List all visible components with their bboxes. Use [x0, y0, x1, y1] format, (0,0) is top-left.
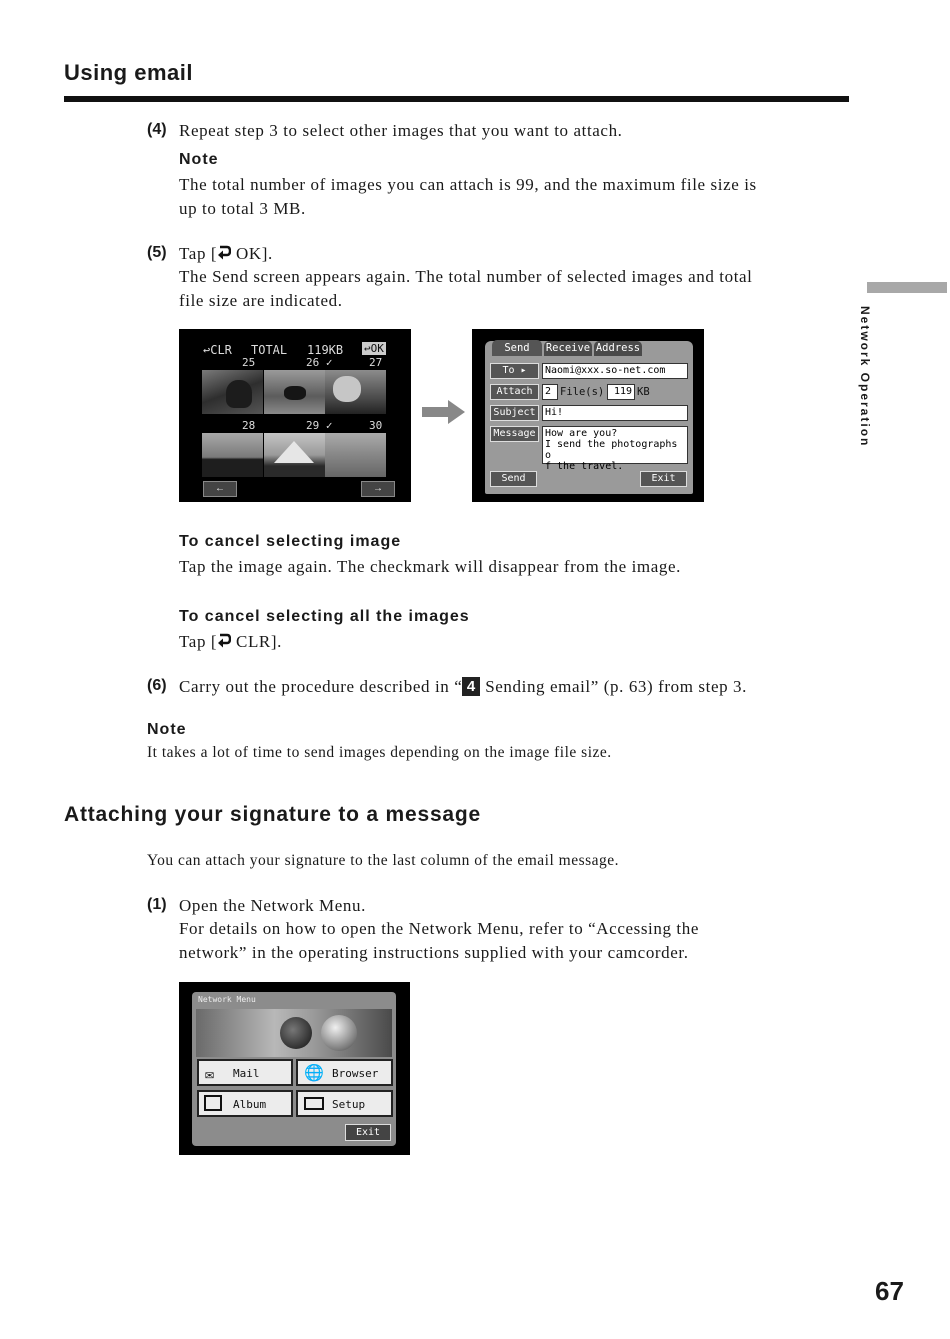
right-arrow-icon[interactable]: →: [361, 481, 395, 497]
thumbnail-trees[interactable]: [202, 433, 263, 477]
return-icon: [217, 245, 231, 261]
page-title: Using email: [64, 60, 193, 85]
send-button[interactable]: Send: [490, 471, 537, 487]
tap-suffix: OK].: [231, 244, 273, 263]
cancel-all-text: [179, 630, 282, 654]
section-intro: You can attach your signature to the last column of the email message.: [147, 852, 620, 869]
step-6-text: [179, 675, 747, 699]
step-5-number: (5): [147, 244, 167, 261]
cancel-all-label: To cancel selecting all the images: [179, 608, 470, 625]
message-line: f the travel.: [545, 461, 624, 472]
return-icon: ↩: [203, 343, 211, 357]
dog-shape: [284, 386, 306, 400]
image-select-screen: [179, 329, 411, 502]
setup-button[interactable]: [296, 1090, 393, 1117]
total-size: 119KB: [307, 343, 344, 357]
left-arrow-icon[interactable]: ←: [203, 481, 237, 497]
side-tab-label: Network Operation: [858, 306, 872, 448]
title-rule: [64, 96, 849, 102]
step-5-line-2: The Send screen appears again. The total number of selected images and total: [179, 267, 753, 286]
thumbnail-cat[interactable]: [325, 370, 386, 414]
to-field[interactable]: Naomi@xxx.so-net.com: [542, 363, 688, 379]
tap-prefix: Tap [: [179, 632, 218, 651]
thumb-number: [306, 356, 333, 369]
mail-button[interactable]: [197, 1059, 293, 1086]
thumb-number: 27: [369, 356, 383, 369]
ok-label: OK: [370, 342, 384, 355]
album-icon: [204, 1095, 222, 1111]
section-number-box: 4: [462, 677, 480, 696]
note-line-1: The total number of images you can attach is 99, and the maximum file size is: [179, 175, 757, 194]
subject-field[interactable]: Hi!: [542, 405, 688, 421]
setup-label: Setup: [332, 1098, 366, 1111]
tap-prefix: Tap [: [179, 244, 218, 263]
thumbnail-field[interactable]: [325, 433, 386, 477]
exit-button[interactable]: Exit: [345, 1124, 391, 1141]
message-field[interactable]: [542, 426, 688, 472]
browser-button[interactable]: [296, 1059, 393, 1086]
browser-label: Browser: [332, 1067, 379, 1080]
globe-icon: [321, 1015, 357, 1051]
size-field: 119: [607, 384, 635, 400]
section-title: Attaching your signature to a message: [64, 803, 482, 826]
tab-receive[interactable]: Receive: [545, 342, 591, 354]
step-1-line-3: network” in the operating instructions supplied with your camcorder.: [179, 943, 689, 962]
album-label: Album: [233, 1098, 267, 1111]
thumbnail-dog[interactable]: [202, 370, 263, 414]
clr-label: CLR: [210, 343, 232, 357]
attach-button[interactable]: Attach: [490, 384, 539, 400]
page-number: 67: [875, 1276, 904, 1306]
subject-button[interactable]: Subject: [490, 405, 539, 421]
step-5-line-3: file size are indicated.: [179, 291, 343, 310]
cat-shape: [333, 376, 361, 402]
step-1-text: Open the Network Menu.: [179, 896, 366, 915]
step-1-number: (1): [147, 896, 167, 913]
thumb-number: 30: [369, 419, 383, 432]
menu-banner: [196, 1009, 392, 1057]
message-button[interactable]: Message: [490, 426, 539, 442]
send-screen: [472, 329, 704, 502]
thumb-number: 25: [242, 356, 256, 369]
thumbnail-mountain[interactable]: [264, 433, 325, 477]
thumb-number-value: 29: [306, 419, 320, 432]
return-icon: [217, 633, 231, 649]
tab-address[interactable]: Address: [595, 342, 641, 354]
step-4-text: Repeat step 3 to select other images that you want to attach.: [179, 121, 623, 140]
thumb-number-value: 26: [306, 356, 320, 369]
files-label: File(s): [560, 386, 605, 398]
planet-icon: [280, 1017, 312, 1049]
thumb-number: 28: [242, 419, 256, 432]
message-line: How are you?: [545, 428, 618, 439]
message-line: I send the photographs o: [545, 439, 678, 461]
to-label: To: [502, 365, 515, 376]
tap-suffix: CLR].: [231, 632, 282, 651]
cancel-one-label: To cancel selecting image: [179, 533, 402, 550]
checkmark-icon: ✓: [325, 419, 333, 432]
to-button[interactable]: [490, 363, 539, 379]
exit-button[interactable]: Exit: [640, 471, 687, 487]
mail-label: Mail: [233, 1067, 260, 1080]
note-label: Note: [147, 721, 187, 738]
checkmark-icon: ✓: [325, 356, 333, 369]
note-text: It takes a lot of time to send images depending on the image file size.: [147, 744, 612, 761]
step-5-tap: [179, 242, 273, 266]
network-menu-screen: [179, 982, 410, 1155]
side-tab-bar: [867, 282, 947, 293]
envelope-icon: ✉: [205, 1065, 215, 1083]
thumbnail-dog-running[interactable]: [264, 370, 325, 414]
attach-count: 2: [542, 384, 558, 400]
caret-right-icon: ▸: [520, 365, 527, 376]
toolbox-icon: [304, 1097, 324, 1110]
step-6-prefix: Carry out the procedure described in “: [179, 677, 463, 696]
step-6-number: (6): [147, 677, 167, 694]
note-line-2: up to total 3 MB.: [179, 199, 306, 218]
cancel-one-text: Tap the image again. The checkmark will disappear from the image.: [179, 557, 681, 576]
dog-shape: [226, 380, 252, 408]
note-label: Note: [179, 151, 219, 168]
album-button[interactable]: [197, 1090, 293, 1117]
step-4-number: (4): [147, 121, 167, 138]
total-label: TOTAL: [251, 343, 288, 357]
globe-icon: 🌐: [304, 1063, 324, 1082]
tab-send[interactable]: Send: [492, 340, 542, 356]
right-arrow-icon: [422, 399, 466, 425]
step-6-suffix: Sending email” (p. 63) from step 3.: [480, 677, 748, 696]
clear-control[interactable]: [203, 343, 232, 357]
step-1-line-2: For details on how to open the Network Menu, refer to “Accessing the: [179, 919, 699, 938]
thumb-number: [306, 419, 333, 432]
mountain-shape: [274, 441, 314, 463]
ok-button[interactable]: ↩OK: [364, 342, 384, 355]
menu-title: Network Menu: [198, 995, 256, 1004]
kb-label: KB: [637, 386, 650, 398]
